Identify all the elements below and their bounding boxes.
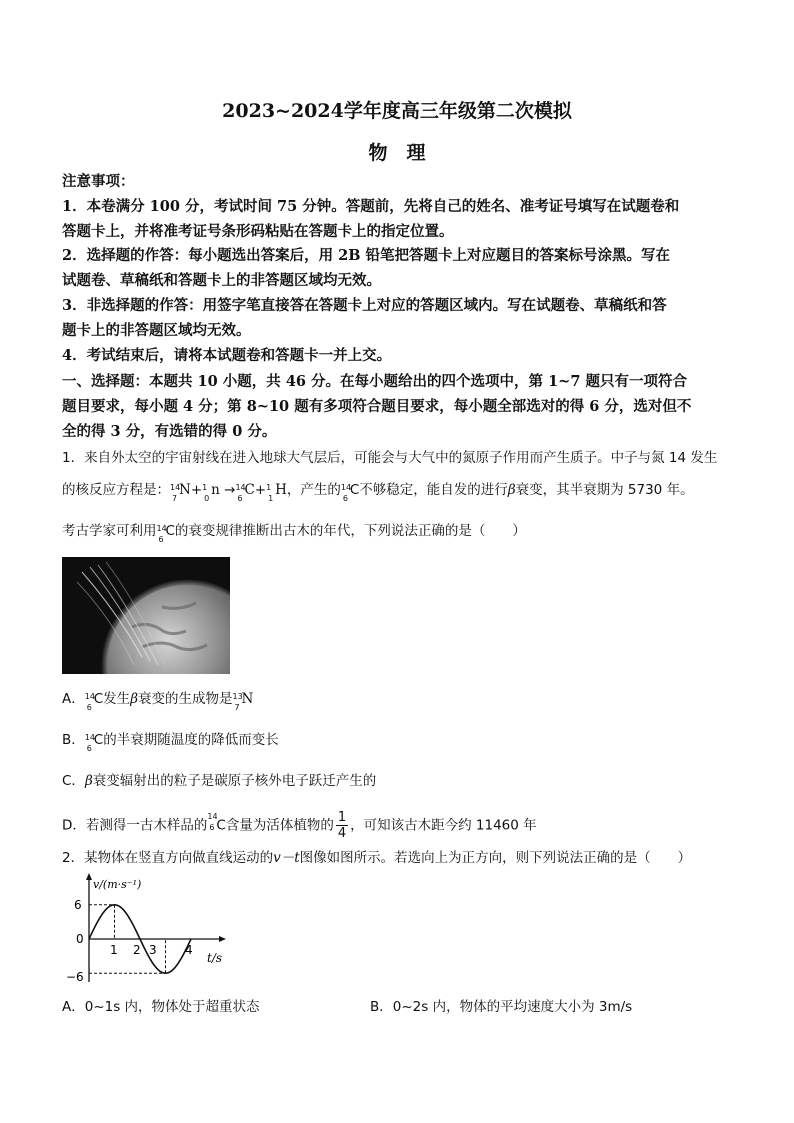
- q1-stem-line2: 的核反应方程是： 14 7 N+ 1 0 n → 14 6 C+ 1 1 H，产生的 14 6 C不够稳定，能自发的进行β衰变，其半衰期为 5730 年。: [62, 482, 694, 503]
- q1-stem-line3: 考古学家可利用 14 6 C的衰变规律推断出古木的年代，下列说法正确的是（ ）: [62, 523, 526, 544]
- x-axis-label: t/s: [207, 951, 223, 965]
- y-axis-arrow: [86, 873, 92, 880]
- notes-line: 题卡上的非答题区域均无效。: [62, 322, 251, 339]
- notes-line: 1．本卷满分 100 分，考试时间 75 分钟。答题前，先将自己的姓名、准考证号填写在试题卷和: [62, 198, 680, 215]
- notes-line: 3．非选择题的作答：用签字笔直接答在答题卡上对应的答题区域内。写在试题卷、草稿纸和答: [62, 297, 667, 314]
- cosmic-ray-planet-image: [62, 557, 230, 674]
- x-tick-label-4: 4: [185, 943, 193, 957]
- notes-line: 4．考试结束后，请将本试题卷和答题卡一并上交。: [62, 347, 392, 364]
- x-axis-arrow: [219, 936, 226, 942]
- x-tick-label-1: 1: [110, 943, 118, 957]
- vt-graph: [62, 870, 232, 988]
- q1-option-d[interactable]: D．若测得一古木样品的 14 6 C含量为活体植物的 $\frac{1}{4}$ ，可知该古木距今约 11460 年: [62, 810, 537, 841]
- q2-stem: 2．某物体在竖直方向做直线运动的v－t图像如图所示。若选向上为正方向，则下列说法正确的是（ ）: [62, 850, 692, 866]
- section-heading: 一、选择题：本题共 10 小题，共 46 分。在每小题给出的四个选项中，第 1~7 题只有一项符合: [62, 373, 687, 390]
- notes-line: 答题卡上，并将准考证号条形码粘贴在答题卡上的指定位置。: [62, 223, 454, 240]
- subject-title: 物 理: [368, 142, 426, 164]
- section-heading: 全的得 3 分，有选错的得 0 分。: [62, 423, 277, 440]
- notes-line: 2．选择题的作答：每小题选出答案后，用 2B 铅笔把答题卡上对应题目的答案标号涂黑。写在: [62, 247, 671, 264]
- x-tick-label-2: 2: [133, 943, 141, 957]
- y-tick-label-neg6: −6: [66, 970, 84, 984]
- section-heading: 题目要求，每小题 4 分；第 8~10 题有多项符合题目要求，每小题全部选对的得 6 分，选对但不: [62, 398, 692, 415]
- x-tick-label-3: 3: [149, 943, 157, 957]
- vt-graph-svg: [62, 870, 232, 988]
- y-axis-label: v/(m·s⁻¹): [93, 878, 142, 891]
- q1-stem-line1: 1．来自外太空的宇宙射线在进入地球大气层后，可能会与大气中的氮原子作用而产生质子。中子与氮 14 发生: [62, 450, 718, 466]
- fraction: $\frac{1}{4}$: [337, 810, 347, 841]
- y-tick-label-0: 0: [76, 932, 84, 946]
- q1-option-c[interactable]: C．β衰变辐射出的粒子是碳原子核外电子跃迁产生的: [62, 773, 377, 789]
- exam-title: 2023~2024学年度高三年级第二次模拟: [222, 100, 572, 122]
- notes-heading: 注意事项：: [62, 173, 135, 190]
- q1-option-a[interactable]: A． 14 6 C发生β衰变的生成物是 13 7 N: [62, 691, 254, 712]
- q2-option-b[interactable]: B．0~2s 内，物体的平均速度大小为 3m/s: [370, 999, 633, 1015]
- q2-option-a[interactable]: A．0~1s 内，物体处于超重状态: [62, 999, 260, 1015]
- notes-line: 试题卷、草稿纸和答题卡上的非答题区域均无效。: [62, 272, 381, 289]
- y-tick-label-6: 6: [74, 898, 82, 912]
- q1-option-b[interactable]: B． 14 6 C的半衰期随温度的降低而变长: [62, 732, 279, 753]
- cosmic-ray-planet-icon: [62, 557, 230, 674]
